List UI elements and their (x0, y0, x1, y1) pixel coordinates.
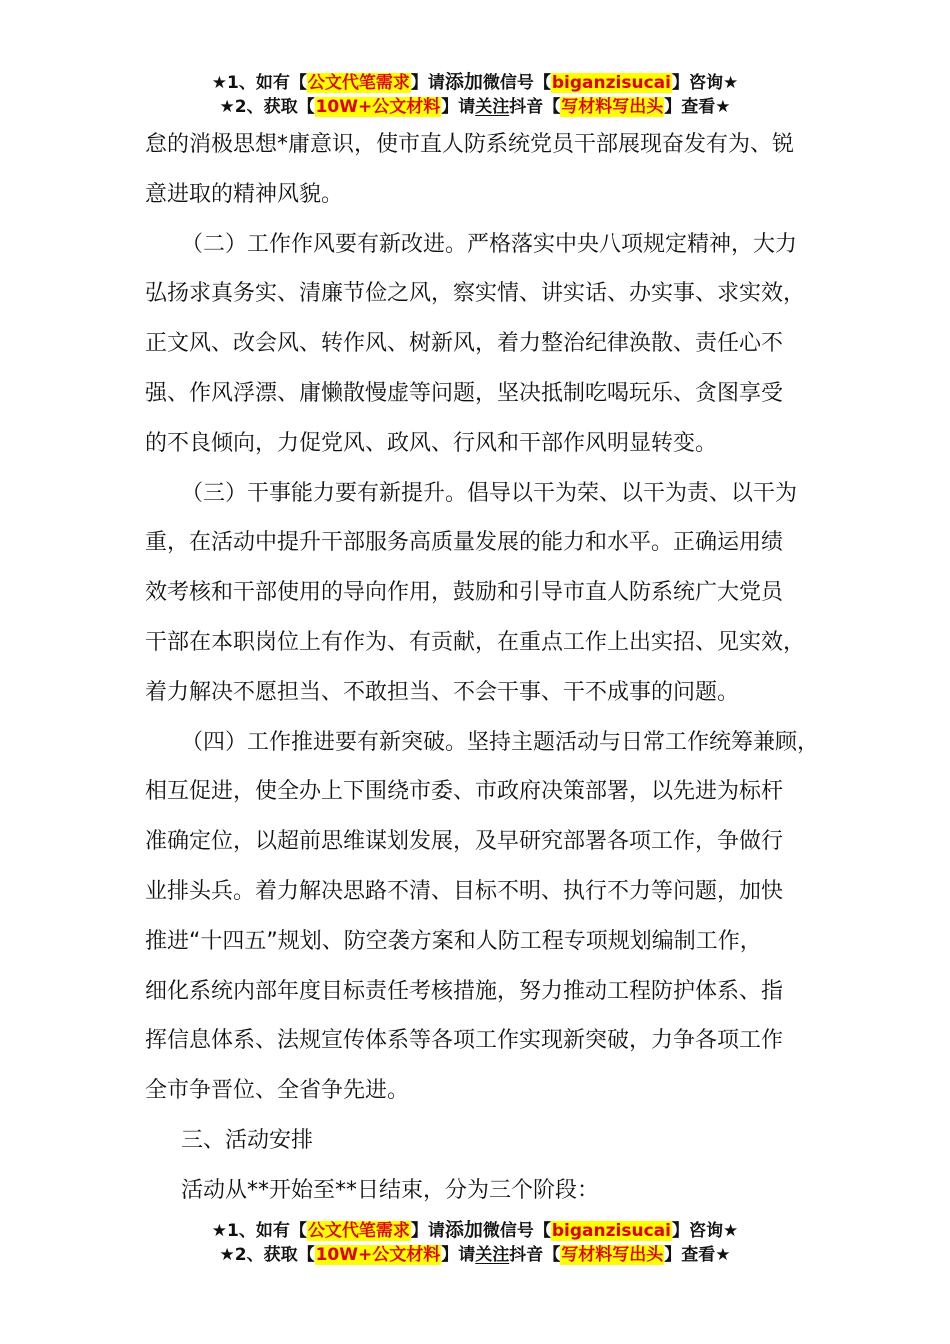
banner-text: ★2、获取【 (219, 1245, 315, 1265)
text-line: 推进“十四五”规划、防空袭方案和人防工程专项规划编制工作， (145, 928, 762, 954)
banner-text: 】请 (441, 1245, 476, 1265)
text-line: 意进取的精神风貌。 (145, 181, 344, 207)
banner-emphasis: 关注 (475, 97, 510, 117)
banner-emphasis: 添加 (444, 1219, 483, 1241)
banner-text: 抖音【 (509, 97, 561, 117)
banner-line-1 (0, 1218, 950, 1243)
banner-line-1 (0, 70, 950, 95)
text-line: 效考核和干部使用的导向作用，鼓励和引导市直人防系统广大党员 (145, 580, 784, 606)
banner-line-2 (0, 95, 950, 119)
text-line: 挥信息体系、法规宣传体系等各项工作实现新突破，力争各项工作 (145, 1028, 784, 1054)
banner-highlight: 10W+公文材料 (315, 1245, 441, 1265)
banner-text: 微信号【 (482, 73, 551, 93)
text-line: 相互促进，使全办上下围绕市委、市政府决策部署，以先进为标杆 (145, 779, 784, 805)
text-line: 业排头兵。着力解决思路不清、目标不明、执行不力等问题，加快 (145, 878, 784, 904)
text-line: 准确定位，以超前思维谋划发展，及早研究部署各项工作，争做行 (145, 829, 784, 855)
paragraph-start: 活动从**开始至**日结束，分为三个阶段： (181, 1177, 600, 1203)
text-line: 全市争晋位、全省争先进。 (145, 1078, 410, 1104)
text-line: 强、作风浮漂、庸懒散慢虚等问题，坚决抵制吃喝玩乐、贪图享受 (145, 380, 784, 406)
banner-text: ★1、如有【 (211, 1221, 307, 1241)
banner-text: 】请 (410, 73, 445, 93)
banner-text: ★2、获取【 (219, 97, 315, 117)
banner-emphasis: 关注 (475, 1245, 510, 1265)
text-line: 干部在本职岗位上有作为、有贡献，在重点工作上出实招、见实效， (145, 629, 806, 655)
paragraph-start: （四）工作推进要有新突破。坚持主题活动与日常工作统筹兼顾， (181, 729, 820, 755)
text-line: 重，在活动中提升干部服务高质量发展的能力和水平。正确运用绩 (145, 530, 784, 556)
text-line: 的不良倾向，力促党风、政风、行风和干部作风明显转变。 (145, 430, 718, 456)
banner-text: 】咨询★ (671, 73, 739, 93)
section-heading: 三、活动安排 (181, 1127, 314, 1153)
banner-text: 】请 (410, 1221, 445, 1241)
banner-emphasis: 添加 (444, 71, 483, 93)
banner-line-2 (0, 1243, 950, 1267)
text-line: 正文风、改会风、转作风、树新风，着力整治纪律涣散、责任心不 (145, 331, 784, 357)
text-line: 着力解决不愿担当、不敢担当、不会干事、干不成事的问题。 (145, 679, 740, 705)
banner-highlight: 公文代笔需求 (307, 73, 410, 93)
banner-text: 微信号【 (482, 1221, 551, 1241)
banner-text: 】查看★ (664, 1245, 731, 1265)
banner-text: ★1、如有【 (211, 73, 307, 93)
document-body (145, 120, 825, 1216)
banner-text: 】请 (441, 97, 476, 117)
banner-highlight: 写材料写出头 (561, 97, 664, 117)
text-line: 弘扬求真务实、清廉节俭之风，察实情、讲实话、办实事、求实效， (145, 281, 806, 307)
header-banner (0, 70, 950, 119)
paragraph-start: （三）干事能力要有新提升。倡导以干为荣、以干为责、以干为 (181, 480, 798, 506)
text-line: 怠的消极思想*庸意识，使市直人防系统党员干部展现奋发有为、锐 (145, 132, 795, 157)
banner-highlight: biganzisucai (551, 73, 671, 93)
banner-highlight: 公文代笔需求 (307, 1221, 410, 1241)
paragraph-start: （二）工作作风要有新改进。严格落实中央八项规定精神，大力 (181, 231, 798, 257)
footer-banner (0, 1218, 950, 1267)
banner-highlight: 10W+公文材料 (315, 97, 441, 117)
banner-text: 抖音【 (509, 1245, 561, 1265)
banner-text: 】咨询★ (671, 1221, 739, 1241)
banner-text: 】查看★ (664, 97, 731, 117)
banner-highlight: 写材料写出头 (561, 1245, 664, 1265)
banner-highlight: biganzisucai (551, 1221, 671, 1241)
text-line: 细化系统内部年度目标责任考核措施，努力推动工程防护体系、指 (145, 978, 784, 1004)
